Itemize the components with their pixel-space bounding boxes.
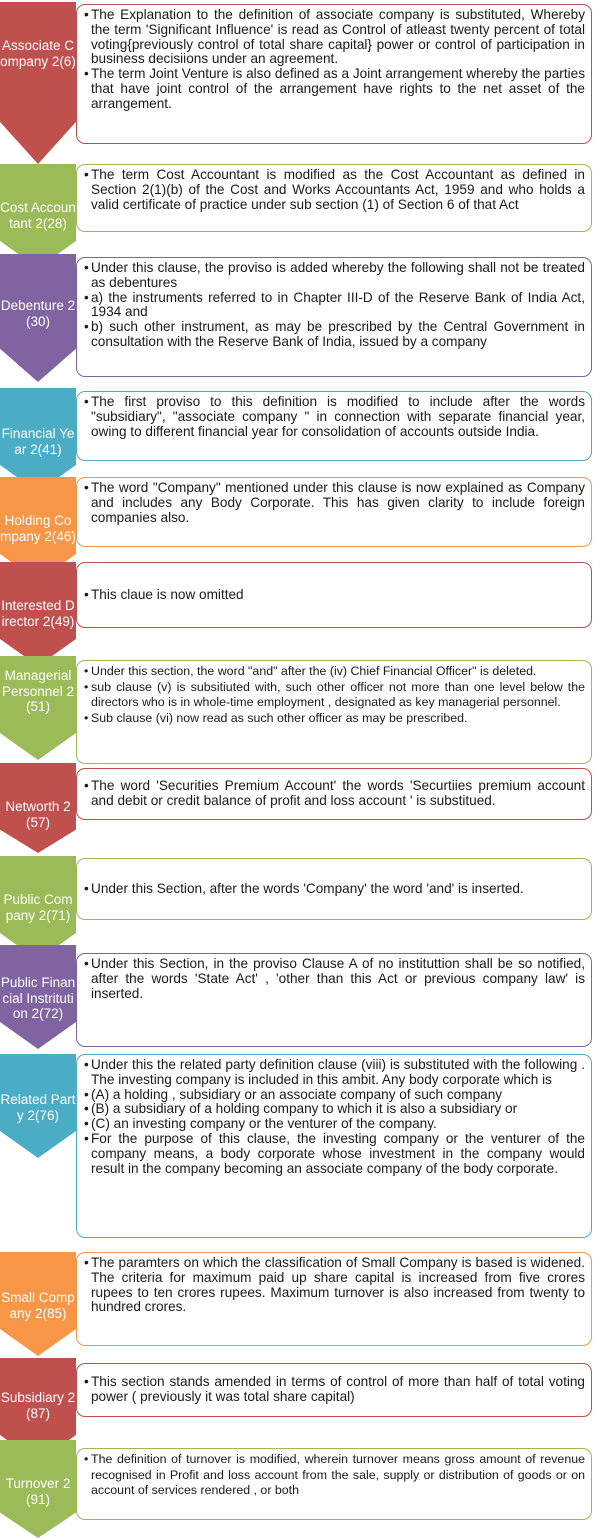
description-box-financial-year-2-41 bbox=[76, 391, 592, 461]
term-label: Holding Company 2(46) bbox=[0, 513, 76, 544]
bullet-point: • The paramters on which the classification of Small Company is based is widened. The criteria for maximum paid up share capital is increased from five crores rupees to ten crores rupees. Maximum turnover is also increased from twenty to hundred crores. bbox=[85, 1256, 585, 1315]
description-box-turnover-2-91 bbox=[76, 1448, 592, 1520]
bullet-point: • b) such other instrument, as may be prescribed by the Central Government in consultation with the Reserve Bank of India, issued by a company bbox=[85, 320, 585, 350]
bullet-point: • a) the instruments referred to in Chapter III-D of the Reserve Bank of India Act, 1934 and bbox=[85, 291, 585, 321]
description-box-subsidiary-2-87 bbox=[76, 1363, 592, 1417]
description-box-managerial-personnel-2-51 bbox=[76, 660, 592, 764]
description-box-public-financial-instritution-2-72 bbox=[76, 953, 592, 1047]
bullet-list bbox=[85, 957, 585, 1001]
row-cost-accountant-2-28 bbox=[0, 164, 600, 268]
bullet-point: • The Explanation to the definition of associate company is substituted, Whereby the term 'Significant Influence' is read as Control of atleast twenty percent of total voting{previously control of total share capital} power or control of participation in business decisiions under an agreement. bbox=[85, 8, 585, 67]
bullet-list bbox=[85, 588, 585, 603]
bullet-point: • The definition of turnover is modified, wherein turnover means gross amount of revenue recognised in Profit and loss account from the sale, supply or distribution of goods or on account of services rendered , or both bbox=[85, 1452, 585, 1499]
bullet-point: • This section stands amended in terms of control of more than half of total voting power ( previously it was total share capital) bbox=[85, 1375, 585, 1405]
term-label: Subsidiary 2(87) bbox=[0, 1390, 76, 1421]
chevron-associate-company-2-6 bbox=[0, 2, 76, 164]
description-box-public-company-2-71 bbox=[76, 858, 592, 920]
bullet-point: • The word 'Securities Premium Account' the words 'Securtiies premium account and debit or credit balance of profit and loss account ' is substitued. bbox=[85, 779, 585, 809]
row-managerial-personnel-2-51 bbox=[0, 656, 600, 764]
description-box-interested-director-2-49 bbox=[76, 562, 592, 628]
bullet-list bbox=[85, 481, 585, 525]
bullet-point: • Under this section, the word "and" after the (iv) Chief Financial Officer" is deleted. bbox=[85, 664, 585, 680]
term-label: Public Company 2(71) bbox=[3, 892, 73, 923]
bullet-list bbox=[85, 1452, 585, 1499]
description-box-small-company-2-85 bbox=[76, 1252, 592, 1346]
row-associate-company-2-6 bbox=[0, 2, 600, 164]
term-label: Interested Director 2(49) bbox=[1, 598, 75, 629]
term-label: Debenture 2(30) bbox=[0, 298, 76, 329]
description-box-associate-company-2-6 bbox=[76, 4, 592, 144]
description-box-cost-accountant-2-28 bbox=[76, 164, 592, 232]
bullet-list bbox=[85, 395, 585, 439]
bullet-point: • The first proviso to this definition is modified to include after the words "subsidiary", "associate company " in connection with separate financial year, owing to different financial year for consolidation of accounts outside India. bbox=[85, 395, 585, 439]
bullet-point: • (B) a subsidiary of a holding company to which it is also a subsidiary or bbox=[85, 1102, 585, 1117]
row-debenture-2-30 bbox=[0, 254, 600, 382]
term-label: Related Party 2(76) bbox=[0, 1092, 76, 1123]
term-label: Associate Company 2(6) bbox=[0, 38, 76, 69]
term-label: Turnover 2(91) bbox=[5, 1476, 71, 1507]
bullet-point: • Sub clause (vi) now read as such other officer as may be prescribed. bbox=[85, 711, 585, 727]
row-turnover-2-91 bbox=[0, 1440, 600, 1538]
bullet-list bbox=[85, 1375, 585, 1405]
bullet-point: • This claue is now omitted bbox=[85, 588, 585, 603]
term-label: Financial Year 2(41) bbox=[1, 426, 75, 457]
bullet-list bbox=[85, 779, 585, 809]
term-label: Cost Accountant 2(28) bbox=[0, 200, 76, 231]
bullet-list bbox=[85, 1058, 585, 1176]
bullet-list bbox=[85, 261, 585, 350]
row-interested-director-2-49 bbox=[0, 562, 600, 666]
bullet-point: • The word "Company" mentioned under this clause is now explained as Company and includes any Body Corporate. This has given clarity to include foreign companies also. bbox=[85, 481, 585, 525]
bullet-list bbox=[85, 664, 585, 726]
bullet-point: • The term Joint Venture is also defined as a Joint arrangement whereby the parties that have joint control of the arrangement have rights to the net asset of the arrangement. bbox=[85, 67, 585, 111]
bullet-point: • For the purpose of this clause, the investing company or the venturer of the company means, a body corporate whose investment in the company would result in the company becoming an associate company of the body corporate. bbox=[85, 1132, 585, 1176]
row-public-financial-instritution-2-72 bbox=[0, 945, 600, 1049]
row-related-party-2-76 bbox=[0, 1054, 600, 1238]
row-networth-2-57 bbox=[0, 763, 600, 853]
bullet-point: • Under this clause, the proviso is added whereby the following shall not be treated as debentures bbox=[85, 261, 585, 291]
row-small-company-2-85 bbox=[0, 1252, 600, 1356]
bullet-point: • Under this Section, in the proviso Clause A of no instituttion shall be so notified, after the words 'State Act' , 'other than this Act or previous company law' is inserted. bbox=[85, 957, 585, 1001]
bullet-point: • (A) a holding , subsidiary or an associate company of such company bbox=[85, 1088, 585, 1103]
bullet-point: • Under this Section, after the words 'Company' the word 'and' is inserted. bbox=[85, 882, 585, 897]
term-label: Networth 2(57) bbox=[5, 799, 71, 830]
bullet-point: • sub clause (v) is subsitiuted with, such other officer not more than one level below the directors who is in whole-time employment , designated as key managerial personnel. bbox=[85, 680, 585, 711]
term-label: Small Company 2(85) bbox=[1, 1290, 75, 1321]
description-box-related-party-2-76 bbox=[76, 1054, 592, 1238]
term-label: Managerial Personnel 2(51) bbox=[1, 668, 75, 714]
term-label: Public Financial Instritution 2(72) bbox=[0, 975, 76, 1021]
description-box-networth-2-57 bbox=[76, 768, 592, 820]
description-box-holding-company-2-46 bbox=[76, 477, 592, 547]
bullet-list bbox=[85, 168, 585, 212]
bullet-list bbox=[85, 882, 585, 897]
bullet-point: • (C) an investing company or the venturer of the company. bbox=[85, 1117, 585, 1132]
description-box-debenture-2-30 bbox=[76, 257, 592, 377]
bullet-list bbox=[85, 8, 585, 112]
bullet-list bbox=[85, 1256, 585, 1315]
bullet-point: • Under this the related party definition clause (viii) is substituted with the following . The investing company is included in this ambit. Any body corporate which is bbox=[85, 1058, 585, 1088]
bullet-point: • The term Cost Accountant is modified as the Cost Accountant as defined in Section 2(1)(b) of the Cost and Works Accountants Act, 1959 and who holds a valid certificate of practice under sub section (1) of Section 6 of that Act bbox=[85, 168, 585, 212]
